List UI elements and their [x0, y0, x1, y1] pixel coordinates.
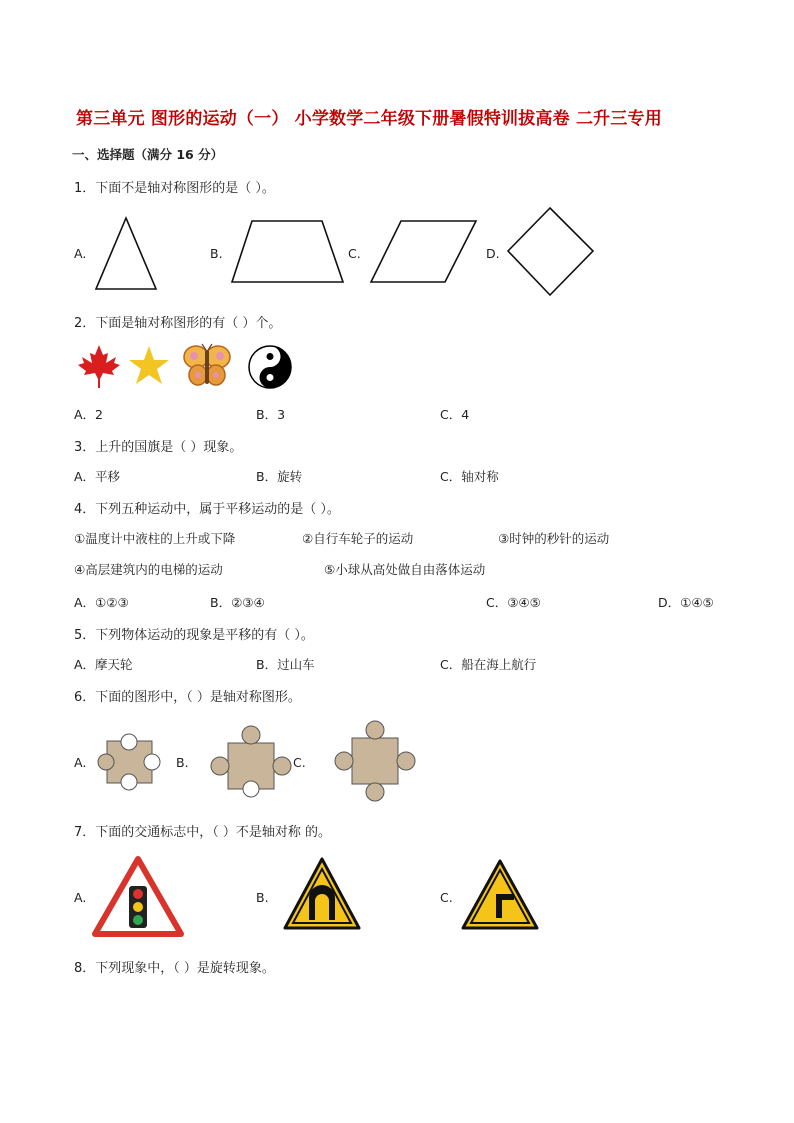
- q6-puzzle-b-shape: [210, 725, 292, 795]
- q8-stem: 8．下列现象中，（ ）是旋转现象。: [74, 961, 275, 976]
- q1-stem: 1．下面不是轴对称图形的是（ ）。: [74, 181, 275, 196]
- q1-trapezoid-shape: [230, 219, 345, 285]
- q6-stem: 6．下面的图形中，（ ）是轴对称图形。: [74, 690, 301, 705]
- q3-option-b[interactable]: B．旋转: [256, 469, 303, 484]
- q7-option-b-label[interactable]: B.: [256, 890, 269, 905]
- q4-item-4: ④高层建筑内的电梯的运动: [74, 562, 223, 577]
- q5-option-a[interactable]: A．摩天轮: [74, 657, 133, 672]
- q3-option-a[interactable]: A．平移: [74, 469, 121, 484]
- q4-option-b[interactable]: B．②③④: [210, 595, 265, 610]
- q2-stem: 2．下面是轴对称图形的有（ ）个。: [74, 316, 282, 331]
- q1-option-a-label[interactable]: A.: [74, 246, 87, 261]
- q2-option-c[interactable]: C．4: [440, 407, 470, 422]
- q4-item-2: ②自行车轮子的运动: [302, 531, 414, 546]
- q6-puzzle-c-shape: [334, 720, 416, 802]
- q5-option-c[interactable]: C．船在海上航行: [440, 657, 537, 672]
- q1-option-c-label[interactable]: C.: [348, 246, 361, 261]
- q4-item-5: ⑤小球从高处做自由落体运动: [324, 562, 486, 577]
- q4-option-c[interactable]: C．③④⑤: [486, 595, 541, 610]
- q6-option-c-label[interactable]: C.: [293, 755, 306, 770]
- q1-option-d-label[interactable]: D.: [486, 246, 500, 261]
- yin-yang-icon: [247, 344, 293, 390]
- side-road-sign-icon: [460, 858, 540, 932]
- q1-rhombus-shape: [506, 206, 596, 298]
- q7-option-c-label[interactable]: C.: [440, 890, 453, 905]
- q1-option-b-label[interactable]: B.: [210, 246, 223, 261]
- page-title: 第三单元 图形的运动（一） 小学数学二年级下册暑假特训拔高卷 二升三专用: [76, 109, 662, 129]
- q4-item-3: ③时钟的秒针的运动: [498, 531, 610, 546]
- q6-option-a-label[interactable]: A.: [74, 755, 87, 770]
- section-heading: 一、选择题（满分 16 分）: [72, 147, 224, 162]
- star-icon: [126, 344, 172, 388]
- q3-option-c[interactable]: C．轴对称: [440, 469, 499, 484]
- q7-option-a-label[interactable]: A.: [74, 890, 87, 905]
- q6-puzzle-a-shape: [96, 738, 162, 786]
- q2-option-a[interactable]: A．2: [74, 407, 104, 422]
- q1-parallelogram-shape: [369, 219, 479, 285]
- q7-stem: 7．下面的交通标志中，（ ）不是轴对称 的。: [74, 825, 332, 840]
- q4-stem: 4．下列五种运动中，属于平移运动的是（ ）。: [74, 502, 340, 517]
- q4-option-d[interactable]: D．①④⑤: [658, 595, 714, 610]
- q5-option-b[interactable]: B．过山车: [256, 657, 315, 672]
- traffic-light-sign-icon: [92, 856, 184, 938]
- q6-option-b-label[interactable]: B.: [176, 755, 189, 770]
- tunnel-sign-icon: [282, 856, 362, 932]
- q4-option-a[interactable]: A．①②③: [74, 595, 129, 610]
- q4-item-1: ①温度计中液柱的上升或下降: [74, 531, 236, 546]
- q3-stem: 3．上升的国旗是（ ）现象。: [74, 440, 243, 455]
- q1-triangle-shape: [94, 216, 158, 292]
- maple-leaf-icon: [76, 343, 122, 389]
- q2-option-b[interactable]: B．3: [256, 407, 286, 422]
- butterfly-icon: [182, 342, 232, 390]
- q5-stem: 5．下列物体运动的现象是平移的有（ ）。: [74, 628, 314, 643]
